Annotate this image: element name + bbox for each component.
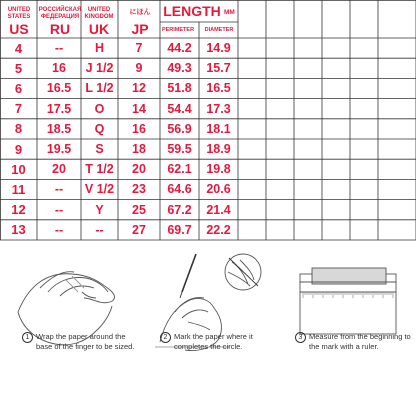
cell-us: 12 — [11, 202, 26, 218]
cell-uk: Y — [95, 202, 104, 217]
cell-us: 13 — [11, 222, 26, 238]
step-3-text — [309, 332, 411, 352]
us-caption-line-2: STATES — [7, 14, 31, 20]
ru-caption-line-1: РОССИЙСКАЯ — [38, 7, 82, 13]
cell-ru: -- — [54, 182, 64, 197]
cell-uk: L 1/2 — [85, 81, 114, 96]
perimeter-header: PERIMETER — [161, 27, 195, 33]
cell-diameter: 20.6 — [206, 182, 231, 197]
cell-uk: V 1/2 — [84, 182, 115, 197]
cell-uk: S — [95, 142, 104, 157]
cell-ru: 20 — [52, 162, 66, 177]
cell-jp: 25 — [132, 202, 146, 217]
cell-diameter: 14.9 — [206, 41, 231, 56]
cell-us: 5 — [14, 60, 23, 76]
cell-perimeter: 51.8 — [167, 81, 192, 96]
cell-uk: O — [94, 101, 105, 116]
step-1-line-2: base of the finger to be sized. — [36, 342, 135, 351]
cell-jp: 20 — [132, 162, 146, 177]
cell-perimeter: 67.2 — [167, 202, 192, 217]
jp-header-caption: にほん — [129, 9, 151, 16]
cell-jp: 23 — [132, 182, 146, 197]
step-2-line-2: completes the circle. — [174, 342, 243, 351]
cell-diameter: 22.2 — [206, 222, 231, 237]
cell-perimeter: 49.3 — [167, 61, 192, 76]
cell-us: 4 — [14, 40, 23, 56]
ruler-illustration — [300, 268, 396, 334]
cell-ru: 18.5 — [46, 121, 72, 136]
step-2-line-1: Mark the paper where it — [174, 332, 253, 341]
step-1-line-1: Wrap the paper around the — [36, 332, 126, 341]
cell-diameter: 18.1 — [206, 121, 231, 136]
cell-ru: 19.5 — [46, 142, 72, 157]
us-header: US — [9, 21, 29, 37]
step-2-number: 2 — [160, 332, 171, 343]
length-header: LENGTH — [163, 3, 221, 19]
cell-us: 10 — [11, 161, 26, 177]
ru-caption-line-2: ФЕДЕРАЦИЯ — [40, 14, 80, 20]
uk-header: UK — [88, 21, 110, 37]
step-3-number: 3 — [295, 332, 306, 343]
cell-diameter: 16.5 — [206, 81, 231, 96]
step-3-line-1: Measure from the beginning to — [309, 332, 411, 341]
cell-perimeter: 56.9 — [167, 121, 192, 136]
diameter-header: DIAMETER — [204, 27, 234, 33]
cell-us: 11 — [11, 181, 26, 197]
cell-jp: 7 — [135, 41, 143, 56]
cell-jp: 27 — [132, 222, 146, 237]
cell-perimeter: 54.4 — [167, 101, 192, 116]
cell-perimeter: 62.1 — [167, 162, 192, 177]
cell-us: 9 — [14, 141, 23, 157]
uk-header-caption — [81, 7, 117, 21]
cell-jp: 12 — [132, 81, 146, 96]
cell-diameter: 18.9 — [206, 142, 231, 157]
ru-header-caption — [38, 7, 82, 21]
cell-ru: 17.5 — [46, 101, 72, 116]
measuring-instructions — [0, 252, 416, 416]
uk-caption-line-2: KINGDOM — [84, 14, 114, 20]
cell-diameter: 17.3 — [206, 101, 231, 116]
cell-diameter: 15.7 — [206, 61, 231, 76]
cell-diameter: 19.8 — [206, 162, 231, 177]
cell-uk: -- — [95, 222, 104, 237]
step-2-text — [174, 332, 253, 352]
ruler-ticks — [303, 292, 393, 298]
cell-uk: Q — [94, 121, 105, 136]
cell-jp: 14 — [132, 101, 146, 116]
cell-ru: -- — [54, 41, 64, 56]
cell-jp: 16 — [132, 121, 146, 136]
us-header-caption — [2, 7, 36, 21]
ru-header: RU — [49, 21, 71, 37]
cell-uk: H — [94, 41, 105, 56]
cell-us: 8 — [14, 121, 23, 137]
length-unit: MM — [224, 9, 235, 16]
step-3-line-2: the mark with a ruler. — [309, 342, 379, 351]
jp-header: JP — [131, 21, 149, 37]
cell-jp: 18 — [132, 142, 146, 157]
cell-ru: -- — [54, 202, 64, 217]
cell-us: 7 — [14, 101, 23, 117]
cell-perimeter: 59.5 — [167, 142, 192, 157]
cell-jp: 9 — [135, 61, 143, 76]
cell-perimeter: 69.7 — [167, 222, 192, 237]
cell-ru: 16.5 — [46, 81, 72, 96]
cell-perimeter: 64.6 — [167, 182, 192, 197]
uk-caption-line-1: UNITED — [87, 7, 111, 13]
cell-ru: -- — [54, 222, 64, 237]
cell-ru: 16 — [52, 61, 66, 76]
cell-diameter: 21.4 — [206, 202, 231, 217]
cell-uk: J 1/2 — [85, 61, 114, 76]
us-caption-line-1: UNITED — [7, 7, 31, 13]
step-1-number: 1 — [22, 332, 33, 343]
cell-us: 6 — [14, 80, 23, 96]
step-1-text — [36, 332, 134, 352]
cell-uk: T 1/2 — [85, 162, 114, 177]
cell-perimeter: 44.2 — [167, 41, 192, 56]
